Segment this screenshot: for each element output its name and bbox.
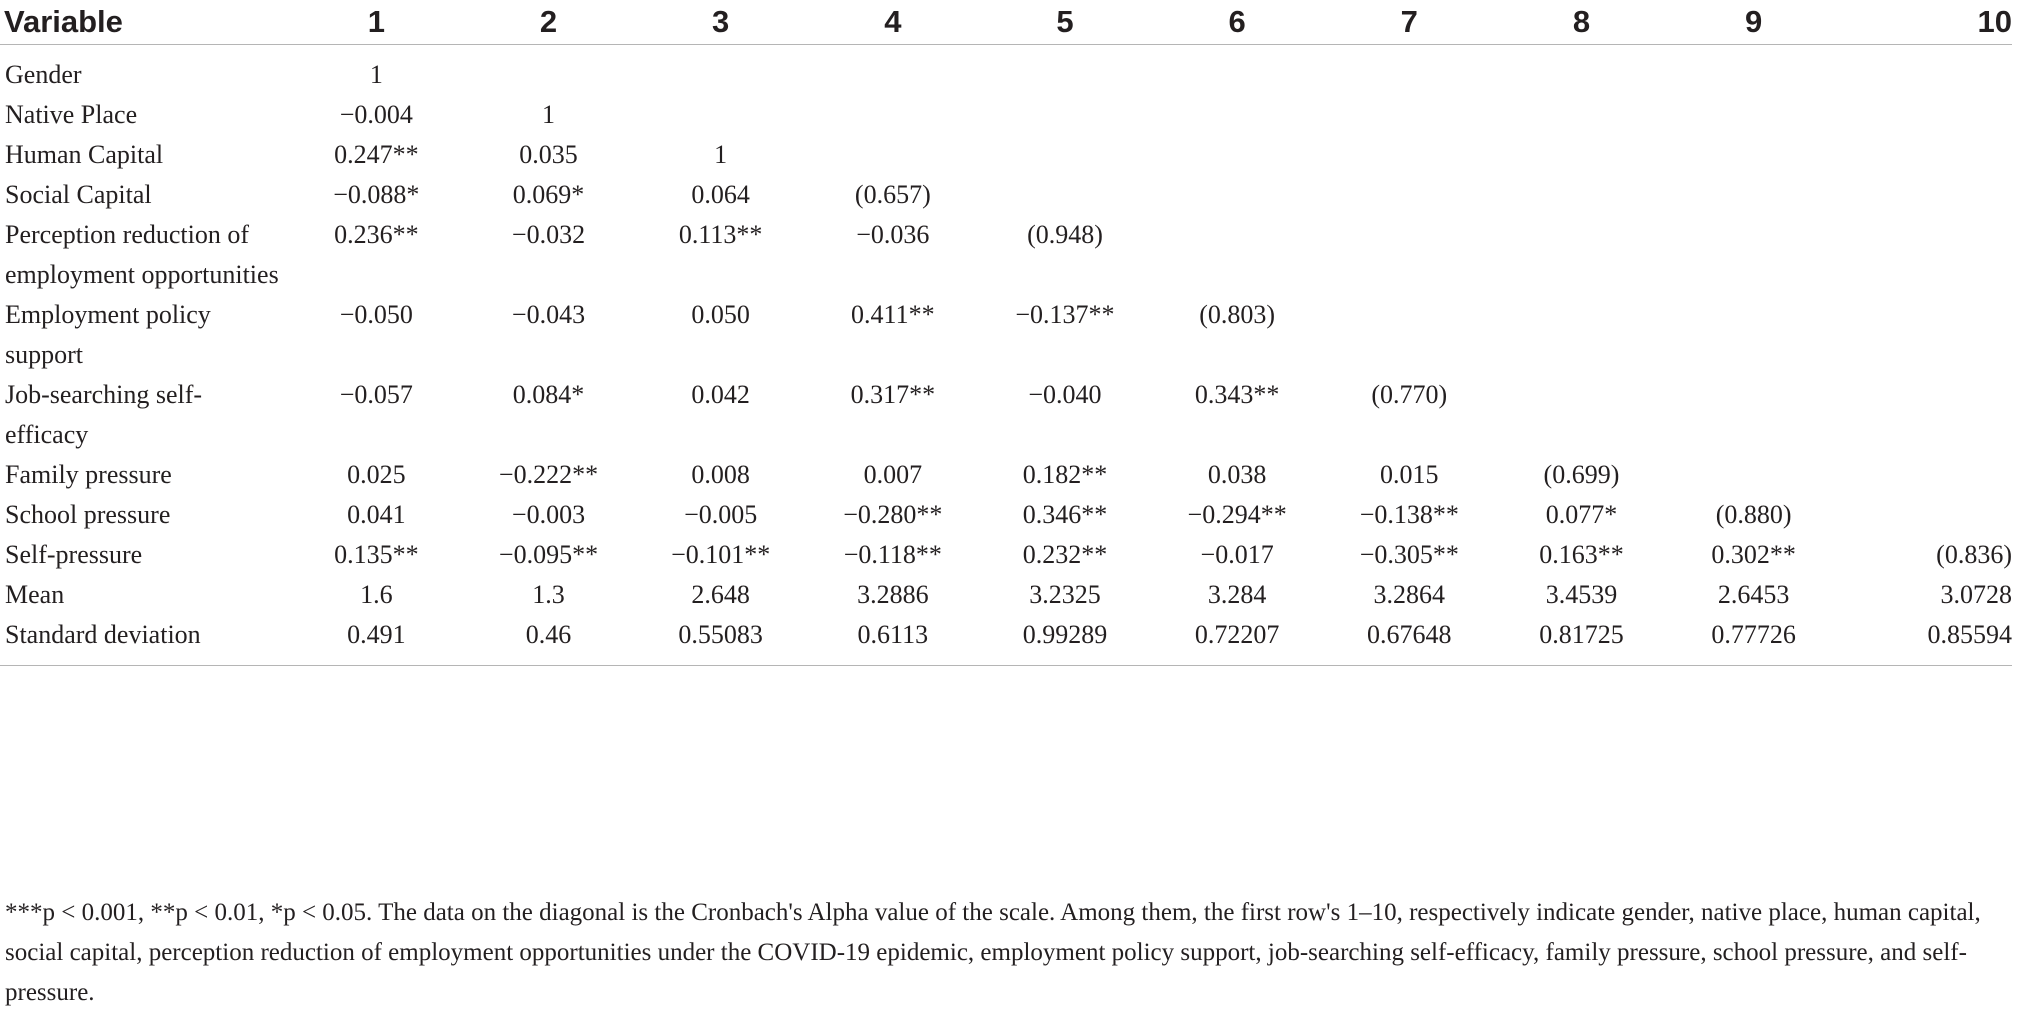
cell-col-6: 0.343** — [1194, 380, 1280, 409]
cell-col-2 — [462, 45, 634, 96]
cell-col-9: 0.77726 — [1668, 615, 1840, 666]
cell-col-3: 0.050 — [691, 300, 750, 329]
cell-col-1: −0.057 — [339, 380, 413, 409]
table-row — [0, 215, 2012, 295]
row-label: Human Capital — [5, 140, 164, 169]
cell-col-1: −0.050 — [339, 300, 413, 329]
cell-col-10 — [1840, 455, 2012, 495]
cell-col-6: −0.017 — [1200, 540, 1274, 569]
cell-col-7 — [1323, 175, 1495, 215]
header-col-4: 4 — [807, 0, 979, 45]
cell-col-5: (0.948) — [1027, 220, 1103, 249]
cell-col-4: −0.036 — [856, 220, 930, 249]
cell-col-10: 0.85594 — [1840, 615, 2012, 666]
cell-col-10 — [1840, 375, 2012, 455]
cell-col-3: 0.113** — [678, 220, 763, 249]
cell-col-5: −0.040 — [1028, 380, 1102, 409]
cell-col-5 — [979, 45, 1151, 96]
cell-col-5 — [979, 95, 1151, 135]
cell-col-3 — [635, 45, 807, 96]
header-col-7: 7 — [1323, 0, 1495, 45]
cell-col-4: 0.6113 — [807, 615, 979, 666]
row-label: Job-searching self-efficacy — [5, 380, 203, 449]
cell-col-5 — [979, 135, 1151, 175]
cell-col-5: −0.137** — [1015, 300, 1115, 329]
cell-col-10 — [1840, 175, 2012, 215]
cell-col-2: −0.032 — [511, 220, 586, 249]
cell-col-6 — [1151, 95, 1323, 135]
header-col-2: 2 — [462, 0, 634, 45]
cell-col-1: −0.088* — [333, 180, 420, 209]
cell-col-3: 0.042 — [691, 380, 750, 409]
header-col-1: 1 — [290, 0, 462, 45]
cell-col-9 — [1668, 295, 1840, 375]
cell-col-5: 0.232** — [1022, 540, 1108, 569]
cell-col-3: 0.064 — [691, 180, 750, 209]
cell-col-7: 3.2864 — [1373, 580, 1446, 609]
header-col-3: 3 — [635, 0, 807, 45]
cell-col-5: 0.346** — [1022, 500, 1108, 529]
cell-col-8: 3.4539 — [1545, 580, 1618, 609]
table-row — [0, 615, 2012, 666]
cell-col-1: 1 — [369, 60, 383, 89]
row-label: Standard deviation — [0, 615, 290, 666]
cell-col-9: (0.880) — [1715, 500, 1792, 529]
cell-col-3: −0.101** — [671, 540, 771, 569]
cell-col-7: 0.015 — [1380, 460, 1439, 489]
cell-col-2: −0.043 — [511, 300, 586, 329]
cell-col-5 — [979, 175, 1151, 215]
cell-col-3: −0.005 — [684, 500, 758, 529]
cell-col-2: −0.095** — [498, 540, 599, 569]
cell-col-6: −0.294** — [1187, 500, 1287, 529]
table-row — [0, 295, 2012, 375]
header-col-6: 6 — [1151, 0, 1323, 45]
cell-col-9 — [1668, 375, 1840, 455]
header-variable: Variable — [0, 0, 290, 45]
cell-col-7: (0.770) — [1371, 380, 1448, 409]
cell-col-10 — [1840, 495, 2012, 535]
cell-col-4 — [807, 95, 979, 135]
row-label: Self-pressure — [5, 540, 143, 569]
cell-col-6 — [1151, 175, 1323, 215]
cell-col-2: 0.035 — [519, 140, 578, 169]
cell-col-10: 3.0728 — [1940, 580, 2012, 609]
cell-col-1: 0.025 — [347, 460, 406, 489]
cell-col-10 — [1840, 95, 2012, 135]
cell-col-8 — [1495, 135, 1667, 175]
cell-col-7: −0.138** — [1359, 500, 1459, 529]
table-footnote: ***p < 0.001, **p < 0.01, *p < 0.05. The data on the diagonal is the Cronbach's Alpha value of the scale. Among them, the first row's 1–10, respectively indicate gender, native place, human capital, social capital, perception reduction of employment opportunities under the COVID-19 epidemic, employment policy support, job-searching self-efficacy, family pressure, school pressure, and self-pressure. — [5, 899, 1981, 1006]
cell-col-1: 0.135** — [334, 540, 419, 569]
cell-col-7 — [1323, 45, 1495, 96]
table-body — [0, 45, 2012, 666]
cell-col-4: 0.411** — [851, 300, 935, 329]
cell-col-8 — [1495, 215, 1667, 295]
row-label: Mean — [5, 580, 65, 609]
table-row — [0, 495, 2012, 535]
row-label: Native Place — [5, 100, 138, 129]
cell-col-2: −0.222** — [498, 460, 599, 489]
cell-col-7 — [1323, 95, 1495, 135]
cell-col-10 — [1840, 215, 2012, 295]
cell-col-9 — [1668, 45, 1840, 96]
cell-col-9 — [1668, 175, 1840, 215]
cell-col-5: 0.99289 — [979, 615, 1151, 666]
header-col-9: 9 — [1668, 0, 1840, 45]
cell-col-7: −0.305** — [1359, 540, 1459, 569]
cell-col-6 — [1151, 45, 1323, 96]
cell-col-8 — [1495, 95, 1667, 135]
cell-col-1: −0.004 — [339, 100, 413, 129]
row-label: School pressure — [5, 500, 171, 529]
cell-col-6 — [1151, 135, 1323, 175]
cell-col-4 — [807, 45, 979, 96]
cell-col-8: 0.81725 — [1495, 615, 1667, 666]
cell-col-9: 2.6453 — [1717, 580, 1790, 609]
cell-col-4: 0.317** — [850, 380, 936, 409]
cell-col-4 — [807, 135, 979, 175]
cell-col-1: 0.041 — [347, 500, 406, 529]
cell-col-8 — [1495, 175, 1667, 215]
cell-col-8: (0.699) — [1543, 460, 1620, 489]
cell-col-6: 3.284 — [1207, 580, 1267, 609]
cell-col-1: 0.491 — [290, 615, 462, 666]
cell-col-8 — [1495, 375, 1667, 455]
cell-col-3: 0.008 — [691, 460, 750, 489]
cell-col-3: 0.55083 — [635, 615, 807, 666]
cell-col-9: 0.302** — [1711, 540, 1796, 569]
cell-col-2: 0.084* — [512, 380, 585, 409]
cell-col-10: (0.836) — [1936, 540, 2012, 569]
cell-col-1: 0.247** — [334, 140, 419, 169]
row-label: Social Capital — [5, 180, 152, 209]
cell-col-7: 0.67648 — [1323, 615, 1495, 666]
cell-col-5: 0.182** — [1022, 460, 1108, 489]
row-label: Employment policy support — [5, 300, 211, 369]
cell-col-6: (0.803) — [1199, 300, 1276, 329]
cell-col-7 — [1323, 135, 1495, 175]
cell-col-6: 0.038 — [1207, 460, 1267, 489]
cell-col-3: 1 — [714, 140, 728, 169]
cell-col-8 — [1495, 295, 1667, 375]
table-row — [0, 375, 2012, 455]
row-label: Family pressure — [5, 460, 172, 489]
cell-col-2: 1.3 — [532, 580, 565, 609]
cell-col-4: −0.118** — [843, 540, 942, 569]
cell-col-1: 1.6 — [360, 580, 393, 609]
row-label: Gender — [5, 60, 82, 89]
cell-col-2: −0.003 — [511, 500, 586, 529]
cell-col-6: 0.72207 — [1151, 615, 1323, 666]
cell-col-9 — [1668, 135, 1840, 175]
table-row — [0, 575, 2012, 615]
table-row — [0, 45, 2012, 96]
cell-col-4: 3.2886 — [857, 580, 929, 609]
cell-col-8: 0.077* — [1545, 500, 1618, 529]
cell-col-7 — [1323, 215, 1495, 295]
cell-col-1: 0.236** — [334, 220, 419, 249]
row-label: Perception reduction of employment opportunities — [5, 220, 279, 289]
cell-col-2: 0.46 — [462, 615, 634, 666]
table-header-row — [0, 0, 2012, 45]
table-row — [0, 135, 2012, 175]
cell-col-3 — [635, 95, 807, 135]
header-col-5: 5 — [979, 0, 1151, 45]
header-col-10: 10 — [1840, 0, 2012, 45]
cell-col-6 — [1151, 215, 1323, 295]
cell-col-10 — [1840, 295, 2012, 375]
table-row — [0, 455, 2012, 495]
cell-col-9 — [1668, 455, 1840, 495]
cell-col-10 — [1840, 135, 2012, 175]
cell-col-4: 0.007 — [863, 460, 923, 489]
cell-col-4: (0.657) — [854, 180, 931, 209]
header-col-8: 8 — [1495, 0, 1667, 45]
table-row — [0, 95, 2012, 135]
cell-col-5: 3.2325 — [1029, 580, 1101, 609]
cell-col-7 — [1323, 295, 1495, 375]
cell-col-10 — [1840, 45, 2012, 96]
cell-col-8 — [1495, 45, 1667, 96]
cell-col-9 — [1668, 215, 1840, 295]
cell-col-2: 1 — [542, 100, 556, 129]
cell-col-8: 0.163** — [1539, 540, 1624, 569]
cell-col-3: 2.648 — [691, 580, 750, 609]
cell-col-4: −0.280** — [843, 500, 943, 529]
table-row — [0, 535, 2012, 575]
table-row — [0, 175, 2012, 215]
cell-col-2: 0.069* — [512, 180, 585, 209]
cell-col-9 — [1668, 95, 1840, 135]
